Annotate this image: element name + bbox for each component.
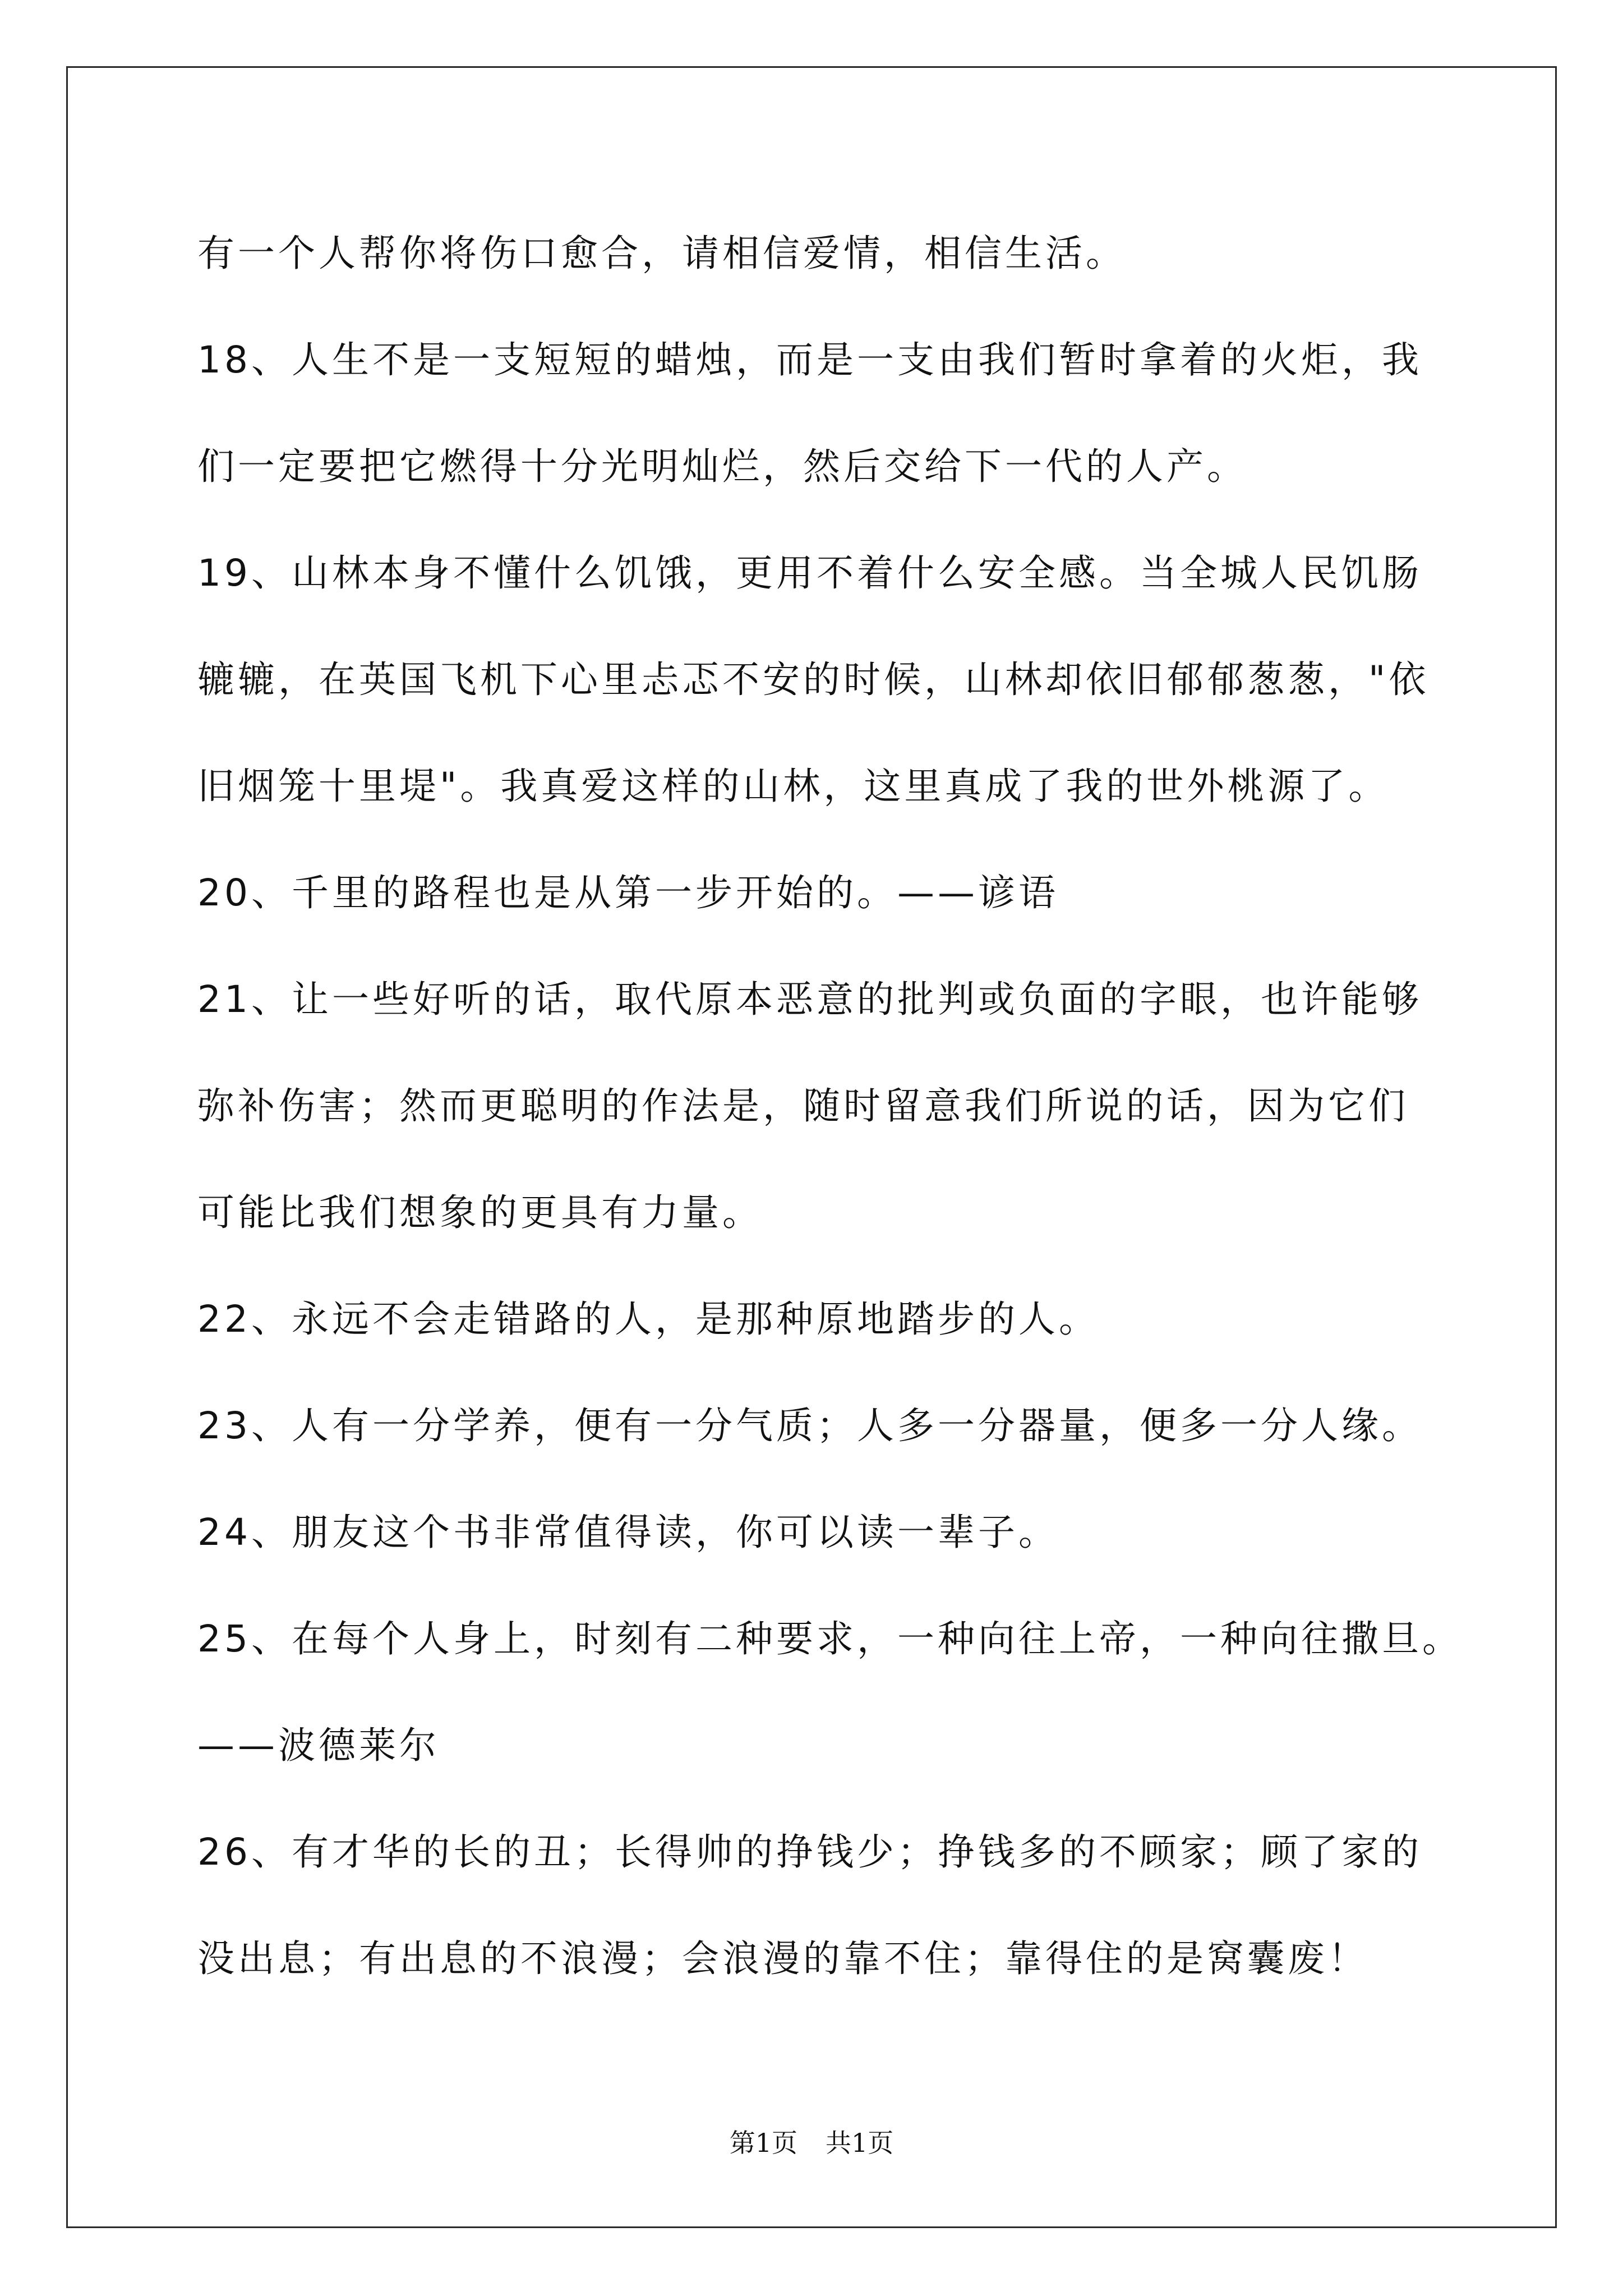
text-line: 18、人生不是一支短短的蜡烛，而是一支由我们暂时拿着的火炬，我 (197, 338, 1422, 381)
text-line: 20、千里的路程也是从第一步开始的。——谚语 (197, 871, 1059, 914)
text-line: 们一定要把它燃得十分光明灿烂，然后交给下一代的人产。 (197, 445, 1247, 488)
text-line: 辘辘，在英国飞机下心里忐忑不安的时候，山林却依旧郁郁葱葱，"依 (197, 658, 1430, 701)
page-footer (0, 2127, 1623, 2159)
text-line: 25、在每个人身上，时刻有二种要求，一种向往上帝，一种向往撒旦。 (197, 1617, 1463, 1660)
text-line: 24、朋友这个书非常值得读，你可以读一辈子。 (197, 1511, 1059, 1554)
text-line: 26、有才华的长的丑；长得帅的挣钱少；挣钱多的不顾家；顾了家的 (197, 1830, 1422, 1874)
page-number: 第1页 (729, 2128, 797, 2158)
text-line: 弥补伤害；然而更聪明的作法是，随时留意我们所说的话，因为它们 (197, 1084, 1409, 1128)
text-line: 可能比我们想象的更具有力量。 (197, 1191, 763, 1234)
text-line: 22、永远不会走错路的人，是那种原地踏步的人。 (197, 1297, 1099, 1341)
text-line: 21、让一些好听的话，取代原本恶意的批判或负面的字眼，也许能够 (197, 978, 1422, 1021)
page-border (66, 66, 1557, 2228)
page-total: 共1页 (826, 2128, 894, 2158)
text-line: 有一个人帮你将伤口愈合，请相信爱情，相信生活。 (197, 232, 1126, 275)
text-line: ——波德莱尔 (197, 1724, 440, 1767)
text-line: 23、人有一分学养，便有一分气质；人多一分器量，便多一分人缘。 (197, 1404, 1422, 1447)
text-line: 没出息；有出息的不浪漫；会浪漫的靠不住；靠得住的是窝囊废！ (197, 1937, 1368, 1980)
text-line: 19、山林本身不懂什么饥饿，更用不着什么安全感。当全城人民饥肠 (197, 551, 1422, 595)
text-line: 旧烟笼十里堤"。我真爱这样的山林，这里真成了我的世外桃源了。 (197, 765, 1389, 808)
